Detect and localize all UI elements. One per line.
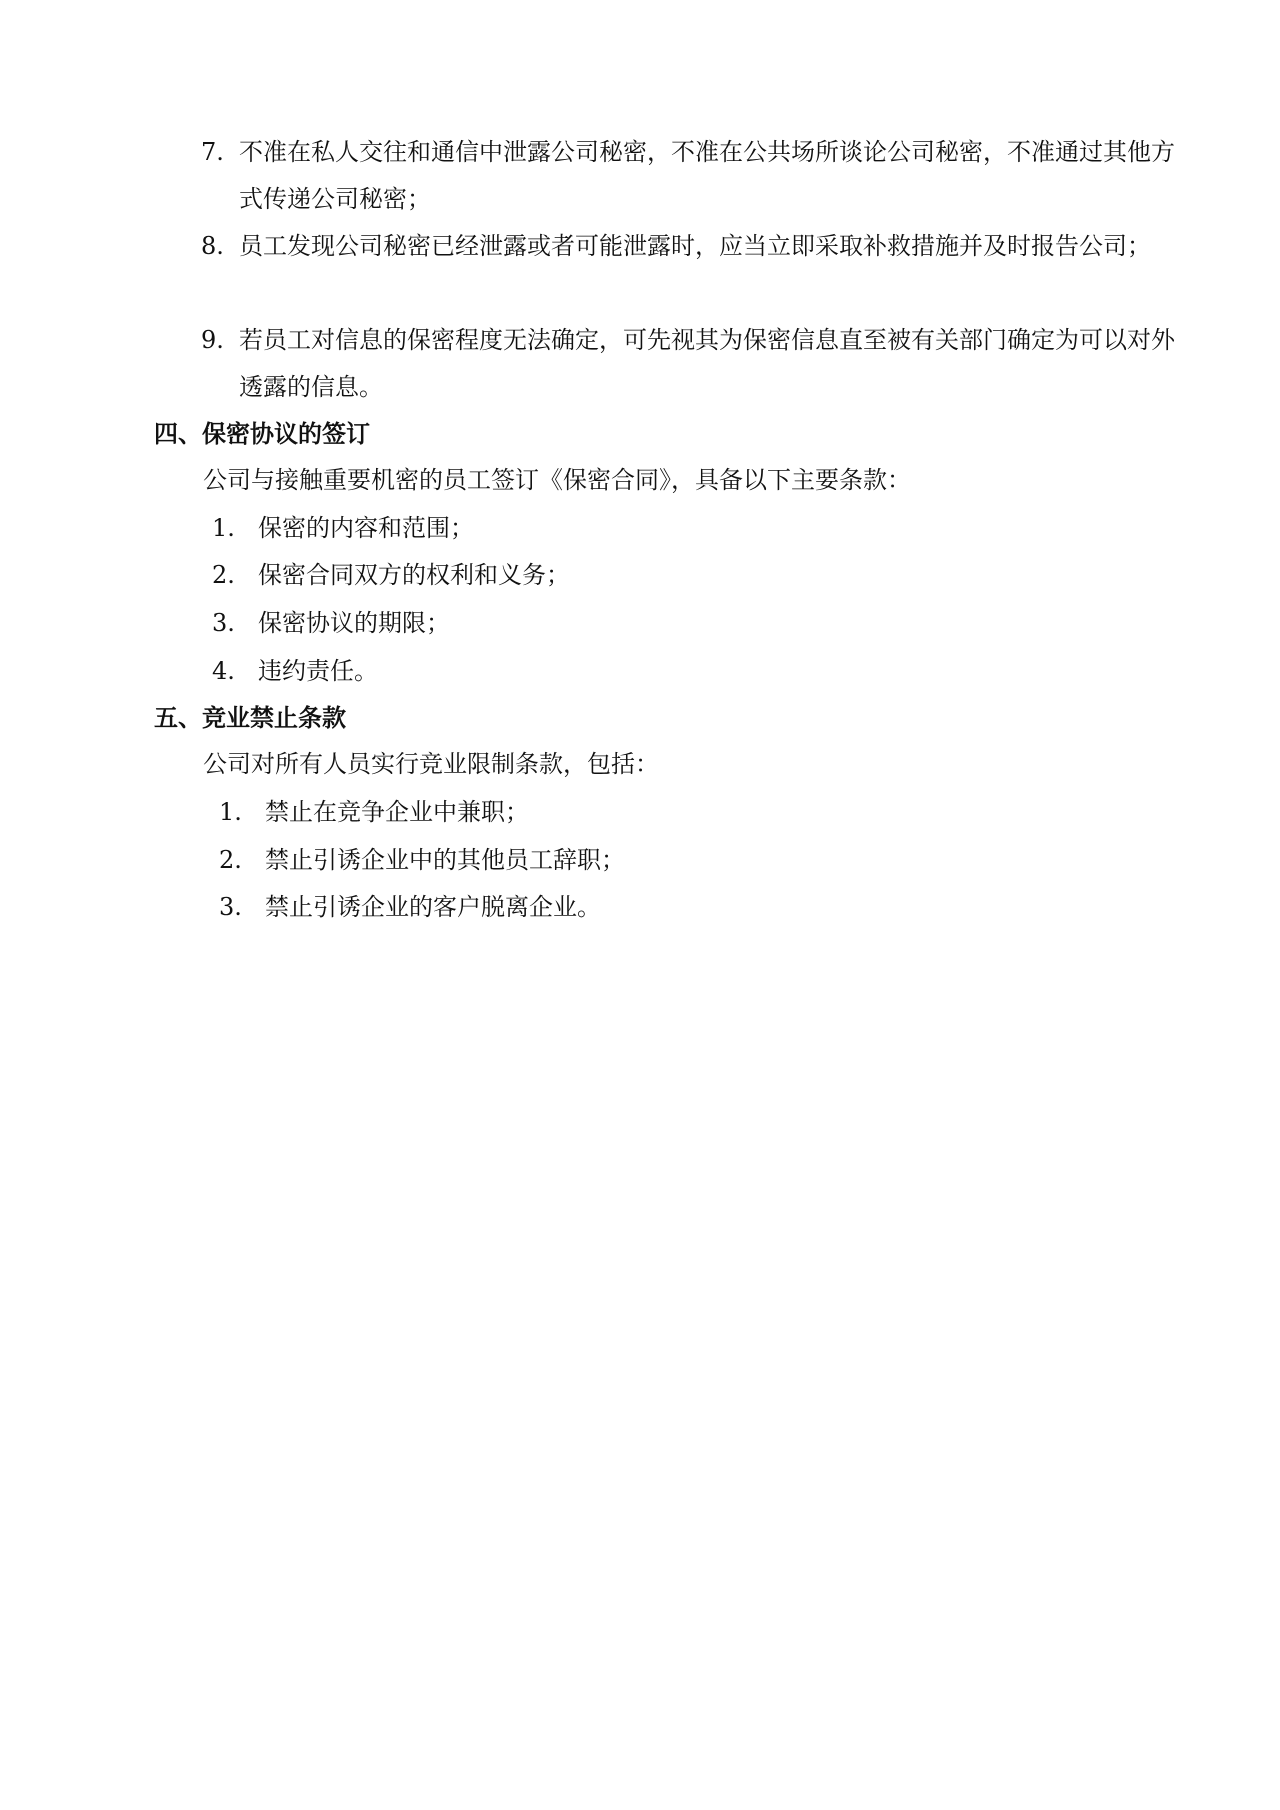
list-item <box>219 887 601 927</box>
list-number: 3. <box>212 609 235 637</box>
list-number: 3. <box>219 893 242 921</box>
list-number: 2. <box>219 846 242 874</box>
list-item <box>219 792 529 832</box>
rule-item-7 <box>201 129 1193 223</box>
list-text: 保密合同双方的权利和义务； <box>258 561 570 589</box>
rule-item-8 <box>201 223 1193 270</box>
rule-text: 若员工对信息的保密程度无法确定，可先视其为保密信息直至被有关部门确定为可以对外透露的信息。 <box>239 326 1175 401</box>
rule-text: 员工发现公司秘密已经泄露或者可能泄露时，应当立即采取补救措施并及时报告公司； <box>239 232 1151 260</box>
list-text: 保密协议的期限； <box>258 609 450 637</box>
rule-number: 7. <box>201 138 224 166</box>
list-text: 违约责任。 <box>258 657 378 685</box>
section-intro: 公司对所有人员实行竞业限制条款，包括： <box>203 750 659 778</box>
list-number: 1. <box>212 514 235 542</box>
list-number: 4. <box>212 657 235 685</box>
list-number: 1. <box>219 798 242 826</box>
list-text: 禁止引诱企业的客户脱离企业。 <box>265 893 601 921</box>
rule-text: 不准在私人交往和通信中泄露公司秘密，不准在公共场所谈论公司秘密，不准通过其他方式传递公司秘密； <box>239 138 1175 213</box>
list-item <box>212 555 570 595</box>
list-text: 禁止引诱企业中的其他员工辞职； <box>265 846 625 874</box>
rule-item-9 <box>201 317 1193 411</box>
section-heading-non-compete: 五、竞业禁止条款 <box>154 704 346 732</box>
list-text: 保密的内容和范围； <box>258 514 474 542</box>
section-intro: 公司与接触重要机密的员工签订《保密合同》，具备以下主要条款： <box>203 466 911 494</box>
rule-number: 8. <box>201 232 224 260</box>
list-item <box>212 508 474 548</box>
list-number: 2. <box>212 561 235 589</box>
section-heading-confidentiality-agreement: 四、保密协议的签订 <box>154 420 370 448</box>
list-item <box>212 651 378 691</box>
list-item <box>219 840 625 880</box>
list-item <box>212 603 450 643</box>
list-text: 禁止在竞争企业中兼职； <box>265 798 529 826</box>
rule-number: 9. <box>201 326 224 354</box>
